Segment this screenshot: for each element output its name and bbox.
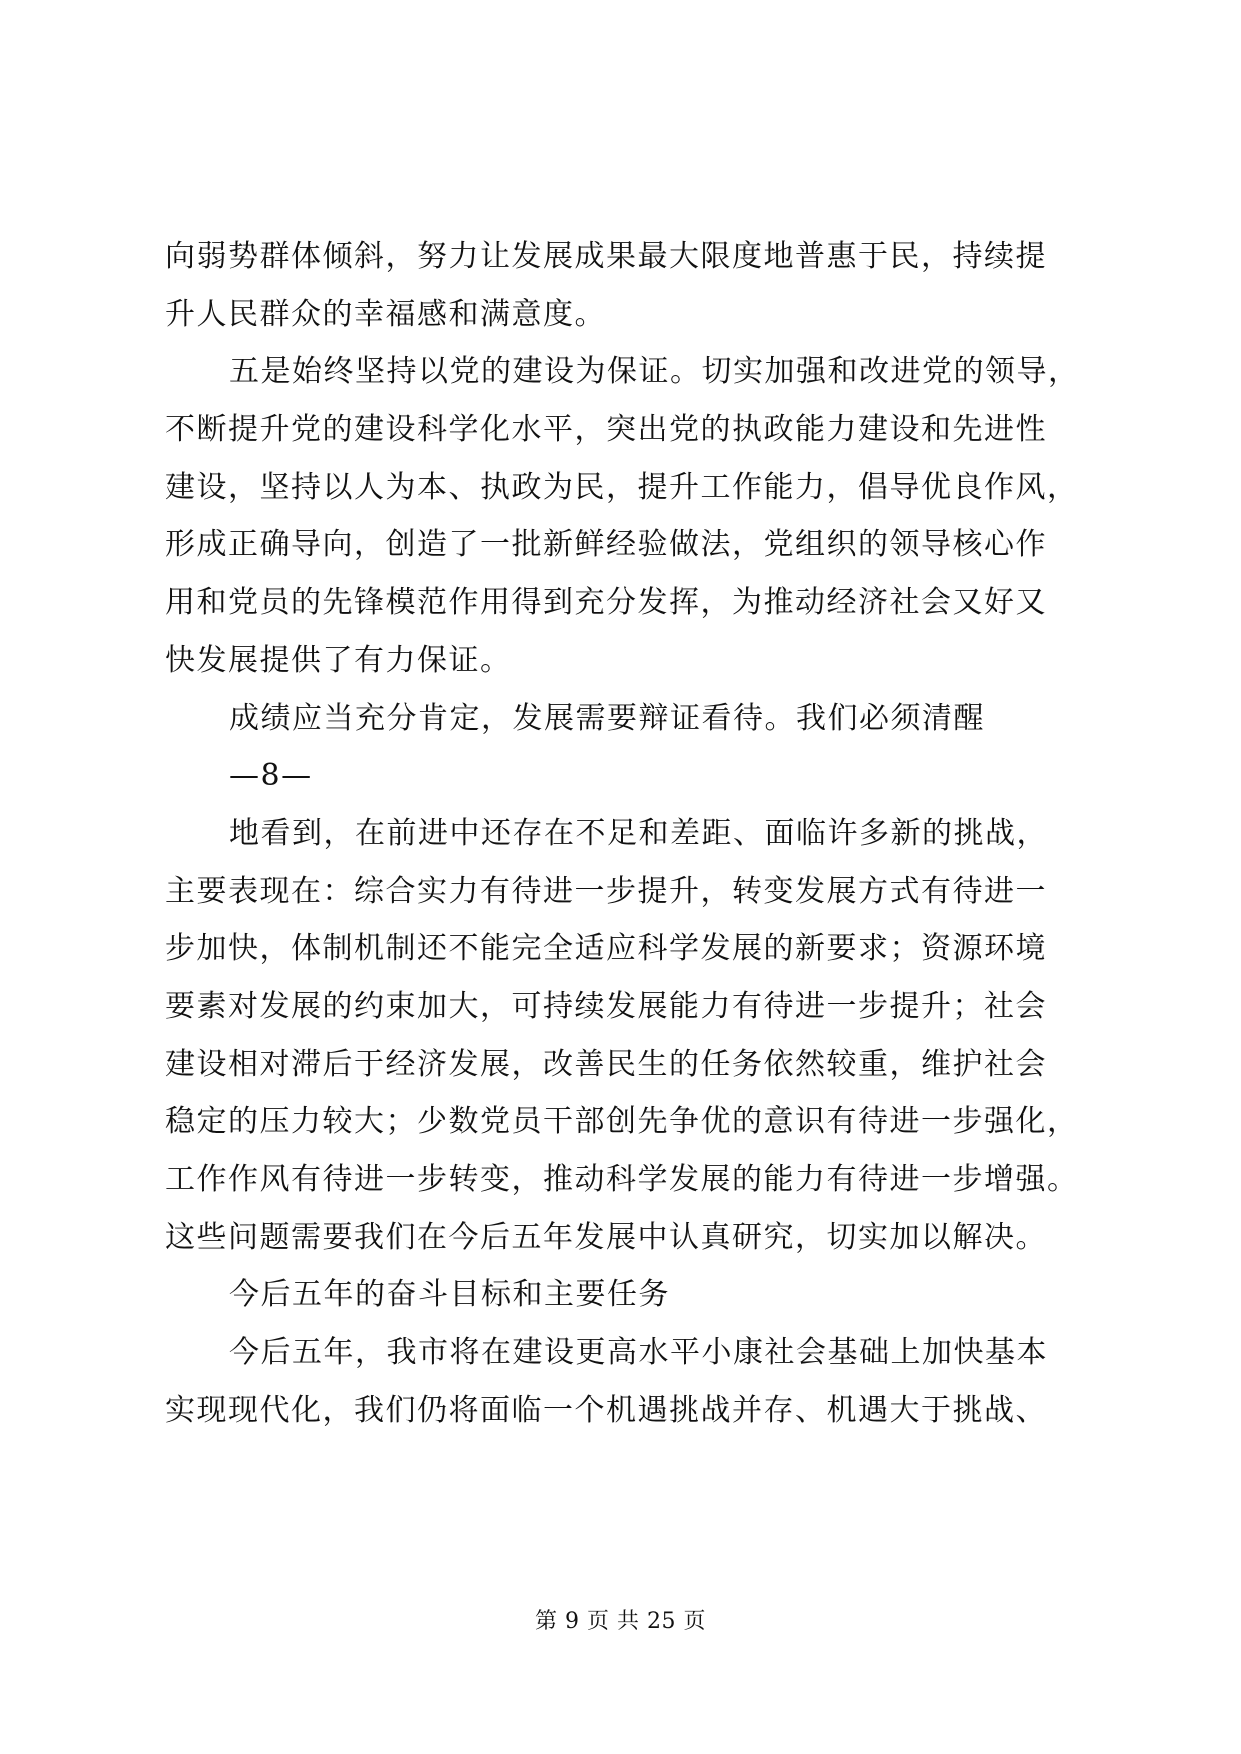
section-heading: 今后五年的奋斗目标和主要任务 <box>229 1277 670 1313</box>
page-footer: 第 9 页 共 25 页 <box>535 1609 706 1634</box>
text-line: 步加快，体制机制还不能完全适应科学发展的新要求；资源环境 <box>165 931 1047 967</box>
text-line: 升人民群众的幸福感和满意度。 <box>165 296 606 332</box>
text-line: 形成正确导向，创造了一批新鲜经验做法，党组织的领导核心作 <box>165 527 1047 563</box>
text-line: 建设，坚持以人为本、执政为民，提升工作能力，倡导优良作风， <box>165 469 1079 505</box>
text-line: 成绩应当充分肯定，发展需要辩证看待。我们必须清醒 <box>229 700 985 736</box>
text-line: 不断提升党的建设科学化水平，突出党的执政能力建设和先进性 <box>165 412 1047 448</box>
text-line: 建设相对滞后于经济发展，改善民生的任务依然较重，维护社会 <box>165 1046 1047 1082</box>
text-line: 今后五年，我市将在建设更高水平小康社会基础上加快基本 <box>229 1335 1048 1371</box>
text-line: 主要表现在：综合实力有待进一步提升，转变发展方式有待进一 <box>165 873 1047 909</box>
text-line: 向弱势群体倾斜，努力让发展成果最大限度地普惠于民，持续提 <box>165 239 1047 274</box>
text-line: 用和党员的先锋模范作用得到充分发挥，为推动经济社会又好又 <box>165 585 1047 621</box>
text-line: 快发展提供了有力保证。 <box>165 642 512 678</box>
text-line: 要素对发展的约束加大，可持续发展能力有待进一步提升；社会 <box>165 988 1047 1024</box>
text-line: 工作作风有待进一步转变，推动科学发展的能力有待进一步增强。 <box>165 1162 1079 1197</box>
text-line: 实现现代化，我们仍将面临一个机遇挑战并存、机遇大于挑战、 <box>165 1392 1047 1428</box>
text-line: 稳定的压力较大；少数党员干部创先争优的意识有待进一步强化， <box>165 1104 1079 1140</box>
body-text <box>165 228 1095 1439</box>
inline-page-marker: —8— <box>229 758 313 794</box>
text-line: 这些问题需要我们在今后五年发展中认真研究，切实加以解决。 <box>165 1219 1047 1255</box>
text-line: 五是始终坚持以党的建设为保证。切实加强和改进党的领导， <box>229 354 1080 390</box>
text-line: 地看到，在前进中还存在不足和差距、面临许多新的挑战， <box>229 815 1048 851</box>
